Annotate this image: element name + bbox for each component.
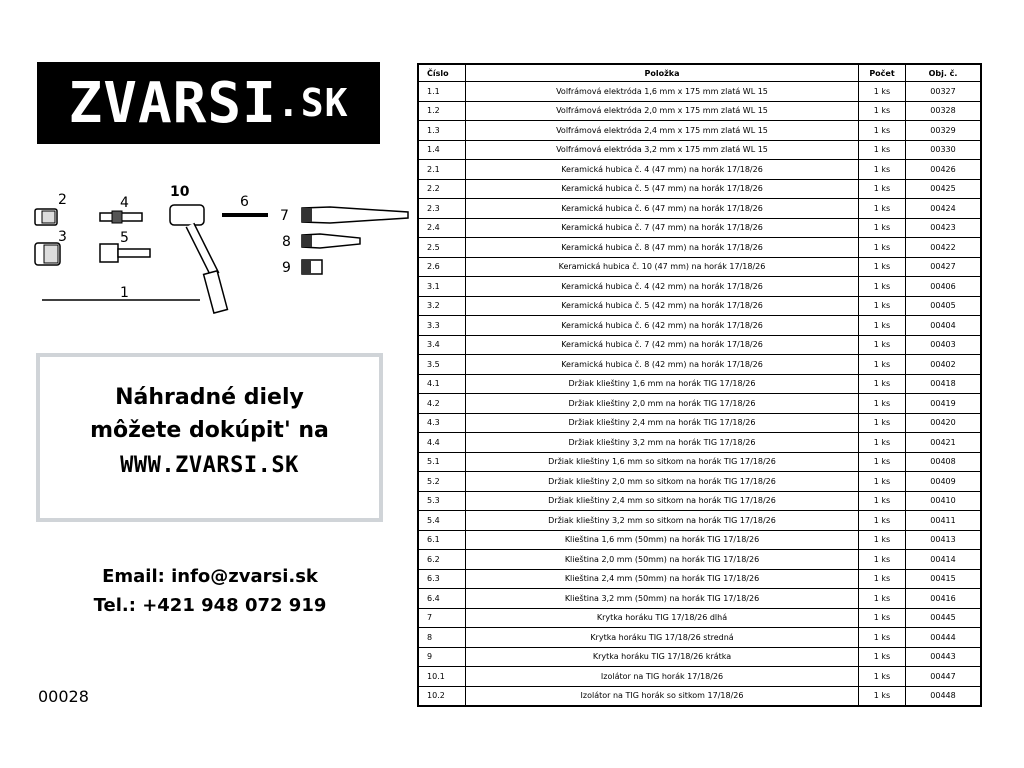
cell-polozka: Keramická hubica č. 6 (42 mm) na horák 17/18/26: [466, 316, 859, 336]
diagram-label-1: 1: [120, 285, 129, 301]
cell-cislo: 2.2: [418, 179, 466, 199]
cell-polozka: Volfrámová elektróda 1,6 mm x 175 mm zlatá WL 15: [466, 82, 859, 102]
cell-pocet: 1 ks: [859, 472, 906, 492]
cell-cislo: 5.2: [418, 472, 466, 492]
cell-obj-c: 00421: [906, 433, 982, 453]
cell-polozka: Držiak klieštiny 3,2 mm na horák TIG 17/18/26: [466, 433, 859, 453]
cell-pocet: 1 ks: [859, 355, 906, 375]
cell-polozka: Volfrámová elektróda 2,4 mm x 175 mm zlatá WL 15: [466, 121, 859, 141]
cell-polozka: Držiak klieštiny 3,2 mm so sitkom na horák TIG 17/18/26: [466, 511, 859, 531]
cell-cislo: 8: [418, 628, 466, 648]
cell-polozka: Volfrámová elektróda 3,2 mm x 175 mm zlatá WL 15: [466, 140, 859, 160]
cell-pocet: 1 ks: [859, 589, 906, 609]
cell-obj-c: 00418: [906, 374, 982, 394]
table-row: [418, 238, 981, 258]
diagram-label-3: 3: [58, 229, 67, 245]
part-9-short-cap-drawing: [302, 260, 322, 274]
cell-obj-c: 00328: [906, 101, 982, 121]
diagram-label-6: 6: [240, 194, 249, 210]
table-row: [418, 628, 981, 648]
cell-cislo: 3.5: [418, 355, 466, 375]
cell-pocet: 1 ks: [859, 433, 906, 453]
table-row: [418, 530, 981, 550]
cell-cislo: 9: [418, 647, 466, 667]
cell-polozka: Držiak klieštiny 2,0 mm so sitkom na horák TIG 17/18/26: [466, 472, 859, 492]
cell-pocet: 1 ks: [859, 82, 906, 102]
cell-obj-c: 00413: [906, 530, 982, 550]
cell-cislo: 4.1: [418, 374, 466, 394]
cell-cislo: 6.1: [418, 530, 466, 550]
header-cislo: Číslo: [418, 64, 466, 82]
table-row: [418, 511, 981, 531]
cell-obj-c: 00425: [906, 179, 982, 199]
cell-pocet: 1 ks: [859, 218, 906, 238]
header-pocet: Počet: [859, 64, 906, 82]
cell-obj-c: 00447: [906, 667, 982, 687]
cell-pocet: 1 ks: [859, 550, 906, 570]
cell-polozka: Keramická hubica č. 7 (42 mm) na horák 17/18/26: [466, 335, 859, 355]
cell-obj-c: 00327: [906, 82, 982, 102]
table-row: [418, 179, 981, 199]
cell-cislo: 6.4: [418, 589, 466, 609]
cell-cislo: 1.1: [418, 82, 466, 102]
part-10-torch-head-drawing: [170, 205, 227, 313]
cell-obj-c: 00414: [906, 550, 982, 570]
cell-pocet: 1 ks: [859, 667, 906, 687]
cell-polozka: Keramická hubica č. 4 (42 mm) na horák 17/18/26: [466, 277, 859, 297]
cell-cislo: 4.4: [418, 433, 466, 453]
cell-obj-c: 00444: [906, 628, 982, 648]
cell-cislo: 2.4: [418, 218, 466, 238]
table-row: [418, 394, 981, 414]
cell-pocet: 1 ks: [859, 569, 906, 589]
diagram-label-7: 7: [280, 208, 289, 224]
table-row: [418, 413, 981, 433]
cell-cislo: 1.4: [418, 140, 466, 160]
part-2-nozzle-drawing: [35, 209, 57, 225]
table-row: [418, 374, 981, 394]
table-header-row: [418, 64, 981, 82]
cell-cislo: 1.3: [418, 121, 466, 141]
table-row: [418, 296, 981, 316]
header-obj-c: Obj. č.: [906, 64, 982, 82]
cell-cislo: 6.3: [418, 569, 466, 589]
cell-cislo: 2.5: [418, 238, 466, 258]
cell-obj-c: 00416: [906, 589, 982, 609]
table-row: [418, 199, 981, 219]
promo-website: WWW.ZVARSI.SK: [120, 453, 299, 478]
part-4-collet-body-drawing: [100, 211, 142, 223]
cell-obj-c: 00427: [906, 257, 982, 277]
part-5-gas-lens-drawing: [100, 244, 150, 262]
table-row: [418, 667, 981, 687]
cell-obj-c: 00419: [906, 394, 982, 414]
table-row: [418, 569, 981, 589]
cell-pocet: 1 ks: [859, 374, 906, 394]
cell-pocet: 1 ks: [859, 452, 906, 472]
diagram-label-4: 4: [120, 195, 129, 211]
cell-polozka: Držiak klieštiny 2,4 mm so sitkom na horák TIG 17/18/26: [466, 491, 859, 511]
torch-parts-diagram: [30, 180, 420, 330]
cell-cislo: 3.4: [418, 335, 466, 355]
table-row: [418, 647, 981, 667]
cell-pocet: 1 ks: [859, 160, 906, 180]
cell-obj-c: 00420: [906, 413, 982, 433]
cell-polozka: Keramická hubica č. 4 (47 mm) na horák 17/18/26: [466, 160, 859, 180]
logo-main: ZVARSI: [68, 70, 277, 136]
table-row: [418, 550, 981, 570]
cell-polozka: Keramická hubica č. 8 (42 mm) na horák 17/18/26: [466, 355, 859, 375]
cell-polozka: Klieština 2,4 mm (50mm) na horák TIG 17/18/26: [466, 569, 859, 589]
cell-polozka: Držiak klieštiny 1,6 mm so sitkom na horák TIG 17/18/26: [466, 452, 859, 472]
cell-obj-c: 00410: [906, 491, 982, 511]
part-8-medium-cap-drawing: [302, 234, 360, 248]
cell-polozka: Klieština 1,6 mm (50mm) na horák TIG 17/18/26: [466, 530, 859, 550]
header-polozka: Položka: [466, 64, 859, 82]
cell-pocet: 1 ks: [859, 511, 906, 531]
cell-obj-c: 00443: [906, 647, 982, 667]
cell-obj-c: 00329: [906, 121, 982, 141]
cell-obj-c: 00422: [906, 238, 982, 258]
cell-obj-c: 00404: [906, 316, 982, 336]
cell-pocet: 1 ks: [859, 413, 906, 433]
table-row: [418, 433, 981, 453]
table-row: [418, 491, 981, 511]
diagram-label-8: 8: [282, 234, 291, 250]
cell-polozka: Izolátor na TIG horák 17/18/26: [466, 667, 859, 687]
contact-email: Email: info@zvarsi.sk: [102, 566, 318, 587]
cell-polozka: Krytka horáku TIG 17/18/26 dlhá: [466, 608, 859, 628]
cell-cislo: 2.6: [418, 257, 466, 277]
promo-line-2: môžete dokúpit' na: [90, 418, 329, 443]
table-row: [418, 589, 981, 609]
cell-cislo: 3.3: [418, 316, 466, 336]
cell-polozka: Držiak klieštiny 2,0 mm na horák TIG 17/18/26: [466, 394, 859, 414]
cell-obj-c: 00423: [906, 218, 982, 238]
cell-pocet: 1 ks: [859, 608, 906, 628]
cell-pocet: 1 ks: [859, 140, 906, 160]
cell-pocet: 1 ks: [859, 335, 906, 355]
cell-cislo: 10.1: [418, 667, 466, 687]
cell-pocet: 1 ks: [859, 316, 906, 336]
cell-polozka: Držiak klieštiny 2,4 mm na horák TIG 17/18/26: [466, 413, 859, 433]
cell-polozka: Klieština 3,2 mm (50mm) na horák TIG 17/18/26: [466, 589, 859, 609]
cell-polozka: Krytka horáku TIG 17/18/26 krátka: [466, 647, 859, 667]
cell-polozka: Keramická hubica č. 5 (47 mm) na horák 17/18/26: [466, 179, 859, 199]
diagram-label-9: 9: [282, 260, 291, 276]
promo-line-1: Náhradné diely: [115, 385, 304, 410]
cell-cislo: 4.2: [418, 394, 466, 414]
cell-cislo: 3.1: [418, 277, 466, 297]
cell-pocet: 1 ks: [859, 277, 906, 297]
cell-cislo: 2.3: [418, 199, 466, 219]
document-code: 00028: [38, 687, 89, 706]
table-row: [418, 140, 981, 160]
cell-pocet: 1 ks: [859, 628, 906, 648]
cell-cislo: 2.1: [418, 160, 466, 180]
cell-cislo: 7: [418, 608, 466, 628]
cell-cislo: 1.2: [418, 101, 466, 121]
logo-suffix: .SK: [276, 81, 349, 125]
table-row: [418, 452, 981, 472]
cell-polozka: Keramická hubica č. 8 (47 mm) na horák 17/18/26: [466, 238, 859, 258]
table-row: [418, 257, 981, 277]
cell-obj-c: 00448: [906, 686, 982, 706]
cell-pocet: 1 ks: [859, 179, 906, 199]
cell-cislo: 10.2: [418, 686, 466, 706]
cell-obj-c: 00426: [906, 160, 982, 180]
cell-obj-c: 00409: [906, 472, 982, 492]
cell-obj-c: 00445: [906, 608, 982, 628]
cell-polozka: Krytka horáku TIG 17/18/26 stredná: [466, 628, 859, 648]
diagram-label-2: 2: [58, 192, 67, 208]
cell-polozka: Keramická hubica č. 10 (47 mm) na horák 17/18/26: [466, 257, 859, 277]
cell-obj-c: 00411: [906, 511, 982, 531]
cell-obj-c: 00330: [906, 140, 982, 160]
table-row: [418, 355, 981, 375]
cell-pocet: 1 ks: [859, 296, 906, 316]
cell-pocet: 1 ks: [859, 238, 906, 258]
cell-pocet: 1 ks: [859, 530, 906, 550]
part-3-nozzle-drawing: [35, 243, 60, 265]
cell-pocet: 1 ks: [859, 647, 906, 667]
table-row: [418, 160, 981, 180]
diagram-label-10: 10: [170, 184, 190, 200]
cell-polozka: Volfrámová elektróda 2,0 mm x 175 mm zlatá WL 15: [466, 101, 859, 121]
cell-cislo: 3.2: [418, 296, 466, 316]
table-row: [418, 101, 981, 121]
cell-cislo: 5.1: [418, 452, 466, 472]
diagram-label-5: 5: [120, 230, 129, 246]
table-row: [418, 608, 981, 628]
parts-table: [417, 63, 982, 707]
cell-polozka: Držiak klieštiny 1,6 mm na horák TIG 17/18/26: [466, 374, 859, 394]
cell-cislo: 4.3: [418, 413, 466, 433]
cell-obj-c: 00424: [906, 199, 982, 219]
spare-parts-promo-box: [36, 353, 383, 522]
cell-obj-c: 00402: [906, 355, 982, 375]
table-row: [418, 472, 981, 492]
cell-polozka: Izolátor na TIG horák so sitkom 17/18/26: [466, 686, 859, 706]
table-row: [418, 218, 981, 238]
table-row: [418, 82, 981, 102]
cell-polozka: Keramická hubica č. 5 (42 mm) na horák 17/18/26: [466, 296, 859, 316]
table-row: [418, 686, 981, 706]
cell-polozka: Keramická hubica č. 6 (47 mm) na horák 17/18/26: [466, 199, 859, 219]
table-row: [418, 277, 981, 297]
cell-cislo: 5.3: [418, 491, 466, 511]
cell-pocet: 1 ks: [859, 394, 906, 414]
table-row: [418, 335, 981, 355]
cell-polozka: Keramická hubica č. 7 (47 mm) na horák 17/18/26: [466, 218, 859, 238]
cell-obj-c: 00408: [906, 452, 982, 472]
cell-obj-c: 00403: [906, 335, 982, 355]
cell-pocet: 1 ks: [859, 199, 906, 219]
contact-phone: Tel.: +421 948 072 919: [93, 595, 327, 616]
cell-obj-c: 00406: [906, 277, 982, 297]
cell-obj-c: 00405: [906, 296, 982, 316]
table-row: [418, 316, 981, 336]
cell-pocet: 1 ks: [859, 101, 906, 121]
cell-obj-c: 00415: [906, 569, 982, 589]
table-row: [418, 121, 981, 141]
cell-pocet: 1 ks: [859, 257, 906, 277]
cell-pocet: 1 ks: [859, 491, 906, 511]
cell-pocet: 1 ks: [859, 121, 906, 141]
cell-cislo: 5.4: [418, 511, 466, 531]
cell-cislo: 6.2: [418, 550, 466, 570]
cell-polozka: Klieština 2,0 mm (50mm) na horák TIG 17/18/26: [466, 550, 859, 570]
cell-pocet: 1 ks: [859, 686, 906, 706]
part-7-long-cap-drawing: [302, 207, 408, 223]
zvarsi-logo: [37, 62, 380, 144]
